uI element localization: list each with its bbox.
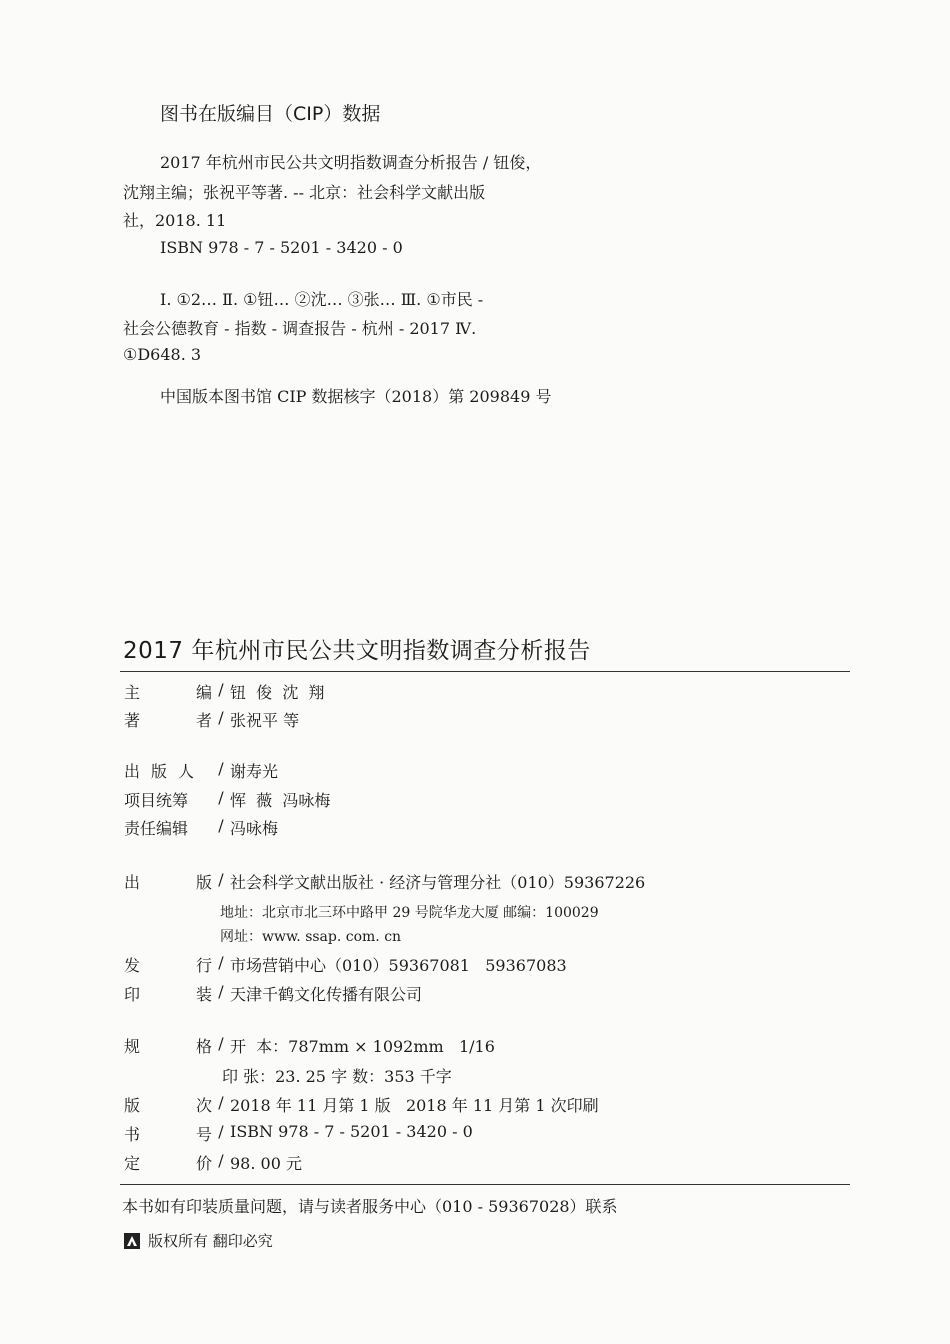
cip-line: 2017 年杭州市民公共文明指数调查分析报告 / 钮俊， (160, 153, 542, 172)
cip-heading: 图书在版编目（CIP）数据 (160, 103, 381, 125)
credit-spec: 规 格 / 开 本：787mm × 1092mm 1/16 (124, 1034, 495, 1056)
publisher-website: 网址：www. ssap. com. cn (220, 929, 402, 945)
quality-notice: 本书如有印装质量问题，请与读者服务中心（010 - 59367028）联系 (122, 1197, 618, 1216)
credit-distribution: 发 行 / 市场营销中心（010）59367081 59367083 (124, 953, 567, 975)
credit-project-coordinator: 项目统筹 / 恽 薇 冯咏梅 (124, 788, 331, 810)
cip-classification: Ⅰ. ①2… Ⅱ. ①钮… ②沈… ③张… Ⅲ. ①市民 - (160, 290, 484, 309)
cip-isbn: ISBN 978 - 7 - 5201 - 3420 - 0 (160, 238, 403, 257)
credit-publisher-person: 出 版 人 / 谢寿光 (124, 759, 279, 781)
copyright-text: 版权所有 翻印必究 (148, 1232, 273, 1250)
credit-author: 著 者 / 张祝平 等 (124, 708, 300, 730)
cip-classification: ①D648. 3 (123, 345, 202, 364)
cip-record-number: 中国版本图书馆 CIP 数据核字（2018）第 209849 号 (160, 387, 552, 406)
title-divider (120, 671, 850, 672)
cip-line: 社，2018. 11 (123, 211, 227, 230)
credit-chief-editor: 主 编 / 钮 俊 沈 翔 (124, 680, 325, 702)
publisher-address: 地址：北京市北三环中路甲 29 号院华龙大厦 邮编：100029 (220, 905, 599, 921)
credit-edition: 版 次 / 2018 年 11 月第 1 版 2018 年 11 月第 1 次印刷 (124, 1093, 599, 1115)
cip-line: 沈翔主编；张祝平等著. -- 北京：社会科学文献出版 (123, 183, 486, 202)
credit-price: 定 价 / 98. 00 元 (124, 1151, 302, 1173)
cip-classification: 社会公德教育 - 指数 - 调查报告 - 杭州 - 2017 Ⅳ. (123, 319, 477, 338)
book-title: 2017 年杭州市民公共文明指数调查分析报告 (123, 638, 591, 664)
credit-printing: 印 装 / 天津千鹤文化传播有限公司 (124, 982, 423, 1004)
spec-sheets-words: 印 张：23. 25 字 数：353 千字 (222, 1067, 452, 1086)
notice-divider (120, 1184, 850, 1185)
credit-responsible-editor: 责任编辑 / 冯咏梅 (124, 816, 279, 838)
credit-publisher: 出 版 / 社会科学文献出版社 · 经济与管理分社（010）59367226 (124, 870, 646, 892)
publisher-logo-icon (124, 1233, 140, 1249)
credit-isbn: 书 号 / ISBN 978 - 7 - 5201 - 3420 - 0 (124, 1122, 473, 1144)
copyright-line (124, 1230, 273, 1251)
